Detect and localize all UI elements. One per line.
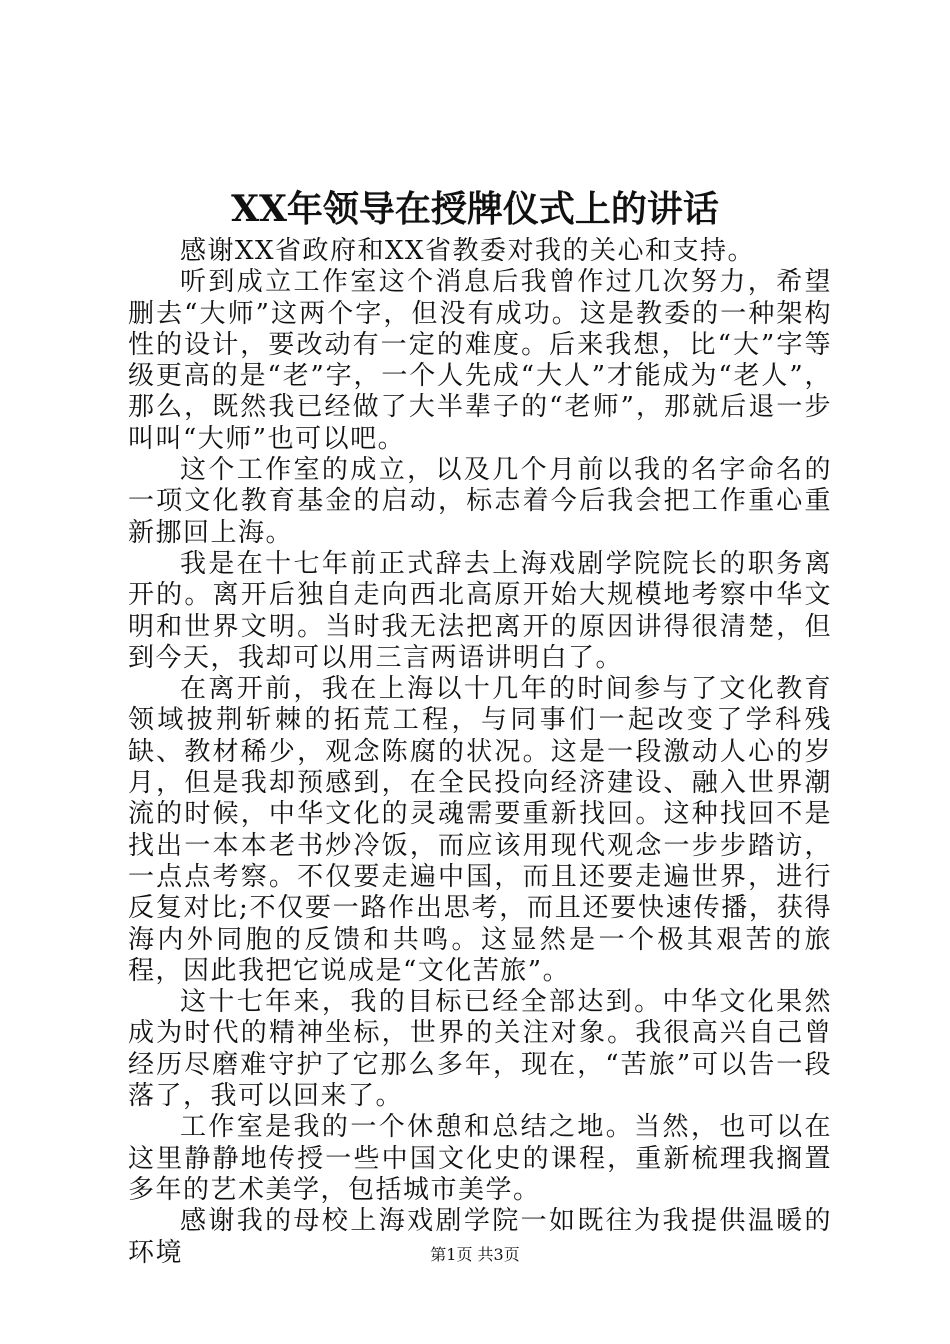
- paragraph: 在离开前，我在上海以十几年的时间参与了文化教育领域披荆斩棘的拓荒工程，与同事们一起改变了学科残缺、教材稀少，观念陈腐的状况。这是一段激动人心的岁月，但是我却预感到，在全民投向经济建设、融入世界潮流的时候，中华文化的灵魂需要重新找回。这种找回不是找出一本本老书炒冷饭，而应该用现代观念一步步踏访，一点点考察。不仅要走遍中国，而且还要走遍世界，进行反复对比;不仅要一路作出思考，而且还要快速传播，获得海内外同胞的反馈和共鸣。这显然是一个极其艰苦的旅程，因此我把它说成是“文化苦旅”。: [128, 674, 832, 986]
- paragraph: 听到成立工作室这个消息后我曾作过几次努力，希望删去“大师”这两个字，但没有成功。这是教委的一种架构性的设计，要改动有一定的难度。后来我想，比“大”字等级更高的是“老”字，一个人先成“大人”才能成为“老人”，那么，既然我已经做了大半辈子的“老师”，那就后退一步叫叫“大师”也可以吧。: [128, 267, 832, 454]
- paragraph: 感谢XX省政府和XX省教委对我的关心和支持。: [180, 236, 756, 266]
- paragraph: 我是在十七年前正式辞去上海戏剧学院院长的职务离开的。离开后独自走向西北高原开始大规模地考察中华文明和世界文明。当时我无法把离开的原因讲得很清楚，但到今天，我却可以用三言两语讲明白了。: [128, 548, 832, 673]
- document-title: XX年领导在授牌仪式上的讲话: [231, 188, 719, 230]
- document-body: [128, 236, 832, 1269]
- paragraph: 这十七年来，我的目标已经全部达到。中华文化果然成为时代的精神坐标，世界的关注对象。我很高兴自己曾经历尽磨难守护了它那么多年，现在，“苦旅”可以告一段落了，我可以回来了。: [128, 987, 832, 1112]
- paragraph: 工作室是我的一个休憩和总结之地。当然，也可以在这里静静地传授一些中国文化史的课程，重新梳理我搁置多年的艺术美学，包括城市美学。: [128, 1112, 832, 1205]
- page-footer: 第1页 共3页: [430, 1245, 520, 1264]
- paragraph: 这个工作室的成立，以及几个月前以我的名字命名的一项文化教育基金的启动，标志着今后我会把工作重心重新挪回上海。: [128, 455, 832, 548]
- paragraph: 感谢我的母校上海戏剧学院一如既往为我提供温暖的环境: [128, 1206, 832, 1268]
